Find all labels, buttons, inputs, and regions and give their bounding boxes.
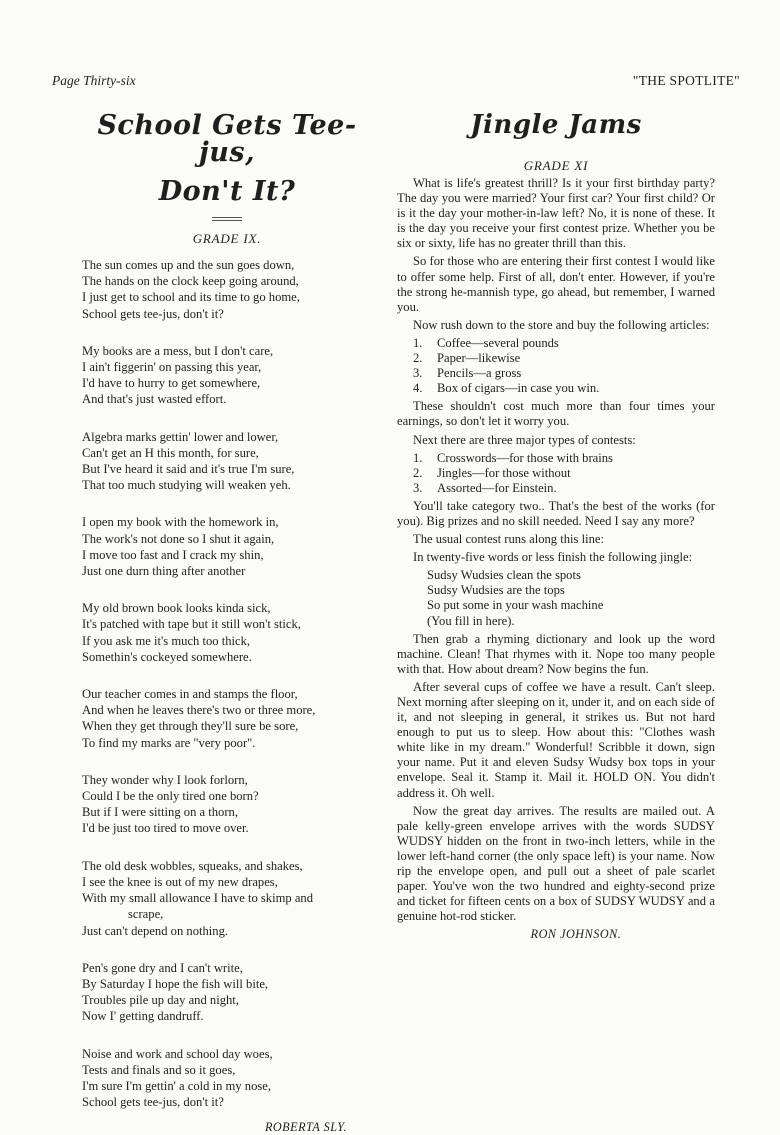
poem-line: Pen's gone dry and I can't write, (82, 960, 243, 975)
paragraph: Next there are three major types of contests: (413, 432, 636, 447)
jingle-block (397, 568, 715, 628)
poem-line: The old desk wobbles, squeaks, and shakes, (82, 858, 303, 873)
poem-line: When they get through they'll sure be sore, (82, 719, 299, 734)
paragraph: After several cups of coffee we have a result. Can't sleep. Next morning after sleeping on it, under it, and on each side of it, and not sleeping in general, it strikes us. But not hard enough to put us to sleep. How about this: "Clothes wash white like in my dream." Wonderful! Scribble it down, sign your name. Put it and eleven Sudsy Wudsy box tops in your envelope. Seal it. Stamp it. Mail it. HOLD ON. You didn't address it. Oh well. (397, 679, 715, 800)
poem-line: But I've heard it said and it's true I'm sure, (82, 462, 295, 477)
poem-line: The sun comes up and the sun goes down, (82, 258, 295, 272)
paragraph: So for those who are entering their first contest I would like to offer some help. First of all, don't enter. However, if you're the strong he-mannish type, go ahead, but remember, I warned you. (397, 254, 715, 314)
poem-column (82, 110, 372, 1135)
poem-grade: GRADE IX. (192, 231, 262, 246)
poem-line: School gets tee-jus, don't it? (82, 306, 224, 321)
list-item (413, 481, 715, 496)
poem-line: Noise and work and school day woes, (82, 1046, 273, 1061)
poem-line: Troubles pile up day and night, (82, 993, 239, 1008)
poem-line: By Saturday I hope the fish will bite, (82, 976, 269, 991)
poem-line: Could I be the only tired one born? (82, 789, 259, 804)
list-text: Jingles—for those without (437, 465, 571, 480)
poem-line: I see the knee is out of my new drapes, (82, 874, 278, 889)
stanza (82, 600, 372, 665)
poem-line: And that's just wasted effort. (82, 392, 227, 407)
essay-author: RON JOHNSON. (530, 927, 622, 942)
essay-title: Jingle Jams (470, 110, 642, 140)
poem-line: My old brown book looks kinda sick, (82, 601, 271, 616)
list-number: 4. (413, 381, 423, 396)
essay-body (397, 176, 715, 924)
list-number: 3. (413, 366, 423, 381)
page-number: Page Thirty-six (52, 73, 136, 88)
poem-title (82, 112, 372, 205)
poem-line: And when he leaves there's two or three more, (82, 703, 316, 718)
poem-line: It's patched with tape but it still won't stick, (82, 617, 301, 632)
jingle-line: Sudsy Wudsies are the tops (427, 583, 565, 598)
list-text: Crosswords—for those with brains (437, 450, 613, 465)
poem-line: Can't get an H this month, for sure, (82, 445, 259, 460)
page-header (52, 73, 740, 89)
poem-line: I ain't figgerin' on passing this year, (82, 360, 262, 375)
list-item (413, 466, 715, 481)
paragraph: Now the great day arrives. The results are mailed out. A pale kelly-green envelope arrives with the words SUDSY WUDSY hidden on the front in two-inch letters, while in the lower left-hand corner (the only space left) is your name. Now rip the envelope open, and pull out a sheet of pale scarlet paper. You've won the two hundred and eighty-second prize and ticket for fifteen cents on a box of SUDSY WUDSY and a genuine hot-rod sticker. (397, 803, 715, 924)
list-item (413, 451, 715, 466)
list-text: Box of cigars—in case you win. (437, 381, 600, 396)
list-number: 3. (413, 480, 423, 495)
divider-rule (212, 217, 242, 221)
list-number: 1. (413, 450, 423, 465)
list-item (413, 336, 715, 351)
poem-line: I move too fast and I crack my shin, (82, 547, 264, 562)
paragraph: These shouldn't cost much more than four times your earnings, so don't let it worry you. (397, 399, 715, 429)
poem-line: If you ask me it's much too thick, (82, 633, 251, 648)
poem-line: They wonder why I look forlorn, (82, 772, 248, 787)
poem-line: Our teacher comes in and stamps the floor, (82, 687, 298, 702)
stanza (82, 960, 372, 1025)
poem-title-line2: Don't It? (158, 176, 296, 207)
paragraph: What is life's greatest thrill? Is it your first birthday party? The day you were married? Your first car? Your first child? Or is it the day your mother-in-law left? No, it is none of these. It is the day you receive your first contest prize. Whether you be six or sixty, life has no greater thrill than this. (397, 176, 715, 251)
poem-line: I'm sure I'm gettin' a cold in my nose, (82, 1078, 272, 1093)
list-item (413, 351, 715, 366)
poem-line: I'd be just too tired to move over. (82, 821, 249, 836)
poem-line: Now I' getting dandruff. (82, 1009, 204, 1024)
jingle-line: Sudsy Wudsies clean the spots (427, 568, 581, 583)
list-text: Assorted—for Einstein. (437, 480, 557, 495)
paragraph: In twenty-five words or less finish the following jingle: (413, 550, 693, 565)
poem-author: ROBERTA SLY. (264, 1120, 347, 1135)
poem-line: The work's not done so I shut it again, (82, 531, 275, 546)
poem-line: Just can't depend on nothing. (82, 923, 229, 938)
jingle-line: So put some in your wash machine (427, 598, 604, 613)
paragraph: You'll take category two.. That's the best of the works (for you). Big prizes and no skill needed. Need I say any more? (397, 498, 715, 528)
poem-line: But if I were sitting on a thorn, (82, 805, 238, 820)
contest-types-list (397, 451, 715, 496)
essay-grade: GRADE XI (523, 158, 589, 173)
poem-line: I open my book with the homework in, (82, 515, 279, 530)
list-text: Coffee—several pounds (437, 335, 559, 350)
stanza (82, 686, 372, 751)
list-number: 1. (413, 335, 423, 350)
stanza (82, 858, 372, 939)
stanza (82, 429, 372, 494)
poem-line: I'd have to hurry to get somewhere, (82, 376, 261, 391)
poem-line: Just one durn thing after another (82, 564, 246, 579)
stanza (82, 772, 372, 837)
poem-line: scrape, (128, 907, 164, 922)
poem-line: Tests and finals and so it goes, (82, 1062, 236, 1077)
poem-line: My books are a mess, but I don't care, (82, 343, 274, 358)
poem-line: With my small allowance I have to skimp and (82, 891, 314, 906)
stanza (82, 343, 372, 408)
publication-name: "THE SPOTLITE" (632, 73, 740, 88)
list-number: 2. (413, 351, 423, 366)
list-number: 2. (413, 465, 423, 480)
poem-line: Somethin's cockeyed somewhere. (82, 649, 252, 664)
poem-line: The hands on the clock keep going around, (82, 274, 299, 289)
poem-line: To find my marks are "very poor". (82, 735, 256, 750)
poem-line: That too much studying will weaken yeh. (82, 478, 291, 493)
shopping-list (397, 336, 715, 396)
list-text: Paper—likewise (437, 351, 521, 366)
paragraph: Then grab a rhyming dictionary and look up the word machine. Clean! That rhymes with it. Nope too many people with that. How about dream? Now begins the fun. (397, 631, 715, 676)
poem-line: Algebra marks gettin' lower and lower, (82, 429, 279, 444)
essay-column (397, 110, 715, 942)
stanza (82, 257, 372, 322)
list-item (413, 366, 715, 381)
poem-line: School gets tee-jus, don't it? (82, 1095, 224, 1110)
paragraph: Now rush down to the store and buy the following articles: (413, 317, 710, 332)
paragraph: The usual contest runs along this line: (413, 532, 604, 547)
poem-title-line1: School Gets Tee-jus, (97, 110, 357, 168)
stanza (82, 514, 372, 579)
jingle-line: (You fill in here). (427, 613, 515, 628)
stanza (82, 1046, 372, 1111)
list-item (413, 381, 715, 396)
list-text: Pencils—a gross (437, 366, 522, 381)
poem-line: I just get to school and its time to go home, (82, 290, 300, 305)
